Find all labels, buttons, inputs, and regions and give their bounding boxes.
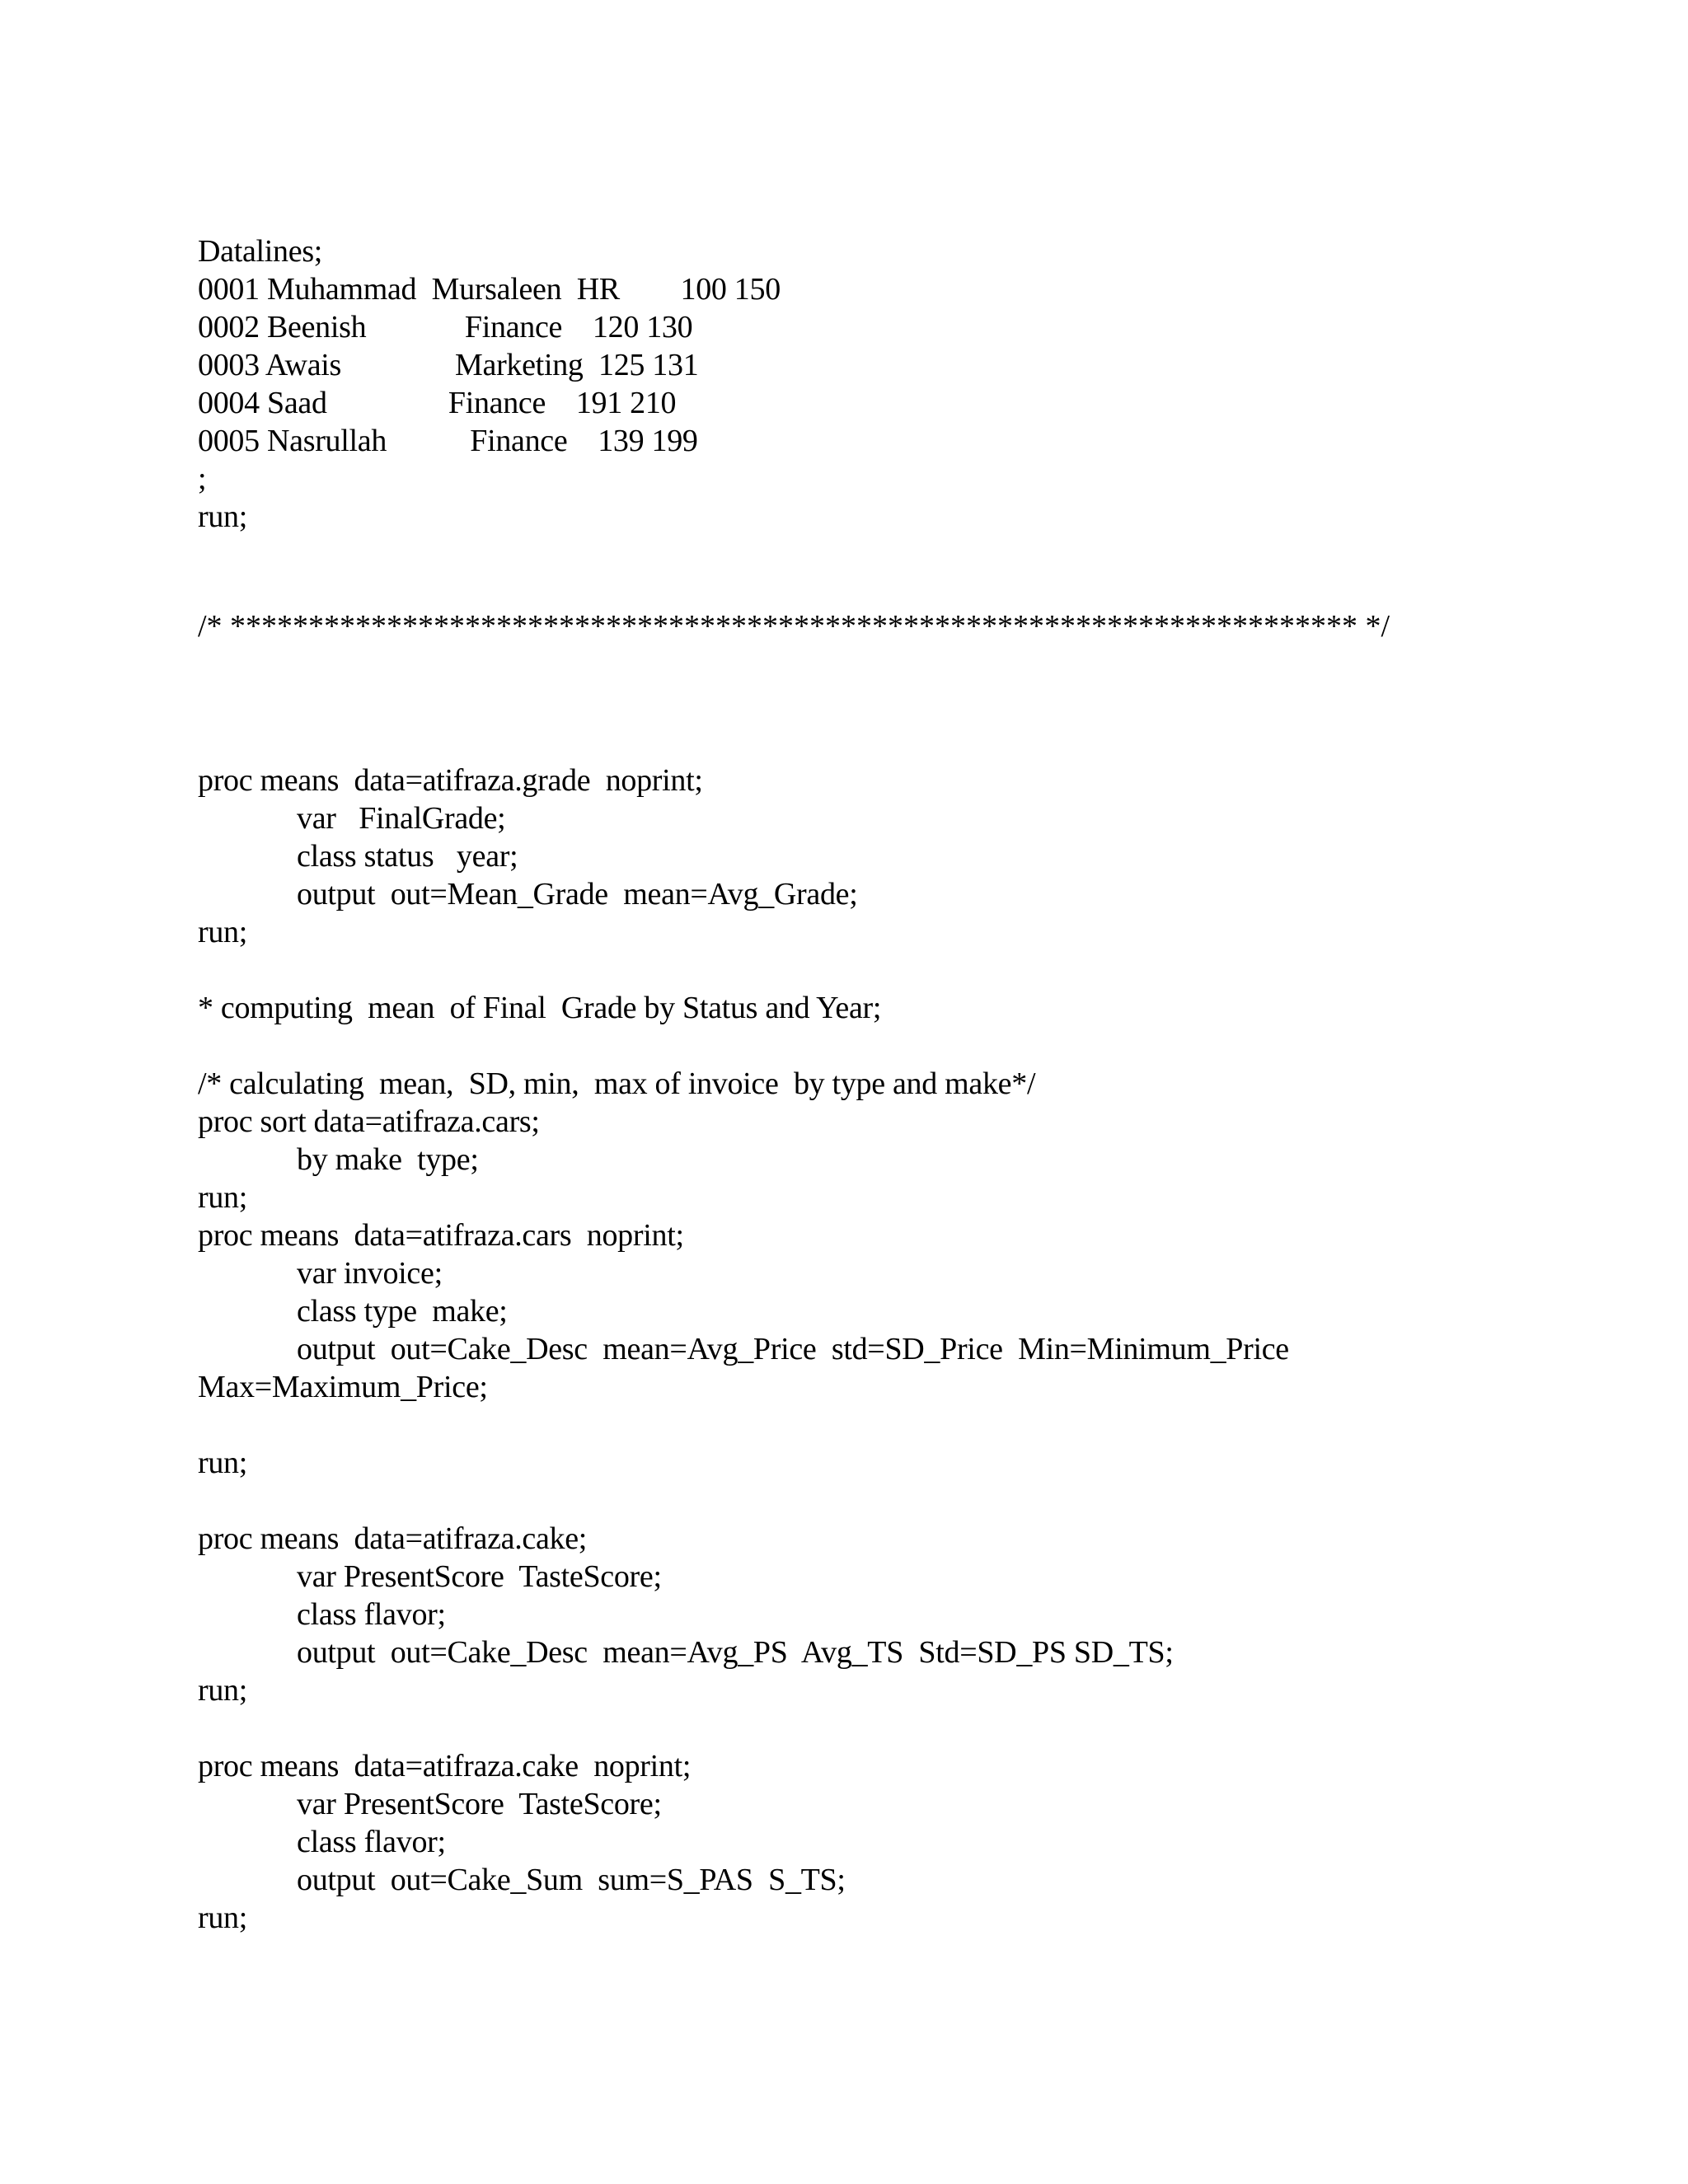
code-line: by make type; [297, 1142, 479, 1177]
code-line: run; [198, 1900, 248, 1935]
code-line: proc means data=atifraza.cars noprint; [198, 1218, 684, 1253]
code-line: class status year; [297, 839, 518, 874]
code-line: proc means data=atifraza.cake; [198, 1521, 588, 1556]
code-line: output out=Cake_Desc mean=Avg_PS Avg_TS Std=SD_PS SD_TS; [297, 1635, 1174, 1670]
code-line: run; [198, 1673, 248, 1708]
code-line: ; [198, 462, 207, 496]
code-line: output out=Cake_Desc mean=Avg_Price std=SD_Price Min=Minimum_Price [297, 1332, 1289, 1366]
code-line: 0004 Saad Finance 191 210 [198, 386, 677, 420]
code-line: output out=Cake_Sum sum=S_PAS S_TS; [297, 1863, 846, 1897]
code-line: output out=Mean_Grade mean=Avg_Grade; [297, 877, 858, 912]
code-line: var PresentScore TasteScore; [297, 1787, 662, 1821]
code-line: var invoice; [297, 1256, 443, 1291]
code-line: class flavor; [297, 1597, 446, 1632]
code-line: run; [198, 499, 248, 534]
code-line: 0005 Nasrullah Finance 139 199 [198, 424, 698, 458]
code-line: var PresentScore TasteScore; [297, 1559, 662, 1594]
code-comment: * computing mean of Final Grade by Status and Year; [198, 991, 882, 1025]
code-comment: /* calculating mean, SD, min, max of invoice by type and make*/ [198, 1066, 1036, 1101]
code-line: run; [198, 915, 248, 949]
code-line: 0003 Awais Marketing 125 131 [198, 348, 699, 382]
code-line: proc means data=atifraza.cake noprint; [198, 1749, 692, 1783]
code-line: Datalines; [198, 234, 323, 269]
comment-divider: /* ************************************************************************ */ [198, 609, 1390, 644]
code-line: var FinalGrade; [297, 801, 506, 836]
code-line: run; [198, 1180, 248, 1215]
code-line: proc sort data=atifraza.cars; [198, 1104, 540, 1139]
code-line: class type make; [297, 1294, 508, 1329]
code-line: proc means data=atifraza.grade noprint; [198, 763, 703, 798]
code-line: class flavor; [297, 1825, 446, 1859]
code-line: 0002 Beenish Finance 120 130 [198, 310, 693, 344]
code-line: run; [198, 1446, 248, 1480]
code-line: 0001 Muhammad Mursaleen HR 100 150 [198, 272, 781, 307]
code-line: Max=Maximum_Price; [198, 1370, 488, 1404]
